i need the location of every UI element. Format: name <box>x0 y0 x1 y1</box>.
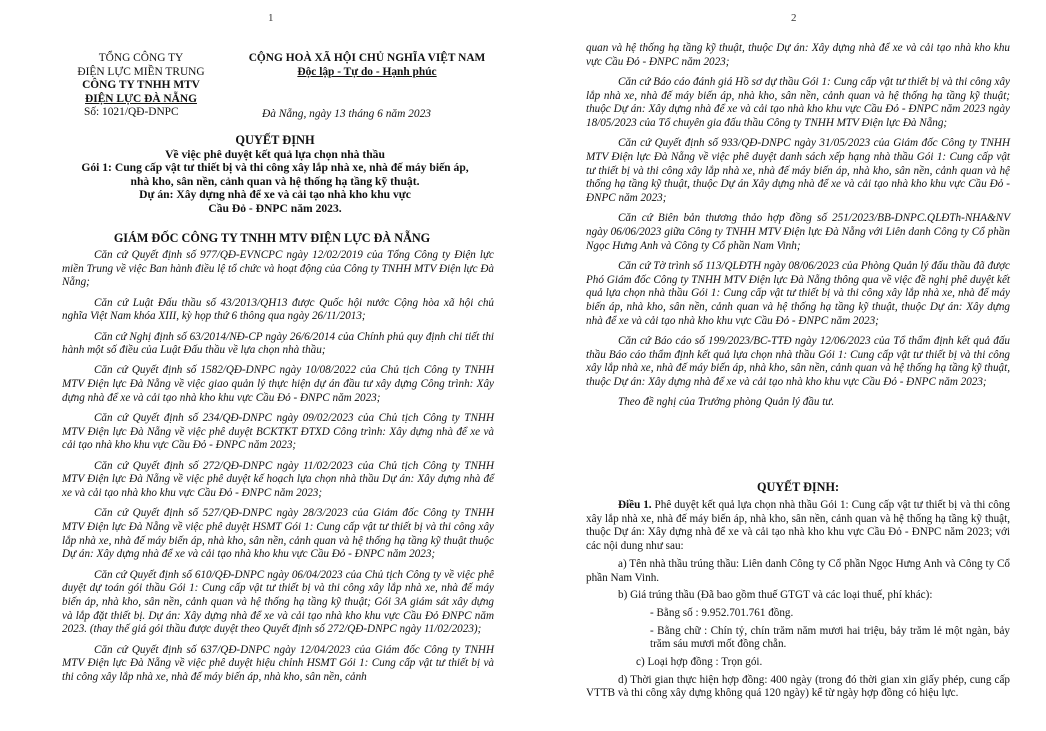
title-line-3: nhà kho, sân nền, cảnh quan và hệ thống hạ tầng kỹ thuật. <box>130 174 420 188</box>
paragraph: Căn cứ Quyết định số 234/QĐ-DNPC ngày 09/02/2023 của Chủ tịch Công ty TNHH MTV Điện lực Đà Nẵng về việc phê duyệt BCKTKT ĐTXD Công trình: Xây dựng nhà để xe và cải tạo nhà kho khu vực Cầu Đỏ - ĐNPC năm 2023; <box>62 412 494 452</box>
national-motto: Độc lập - Tự do - Hạnh phúc <box>297 65 437 78</box>
director-heading: GIÁM ĐỐC CÔNG TY TNHH MTV ĐIỆN LỰC ĐÀ NẴNG <box>113 231 431 245</box>
paragraph: Căn cứ Báo cáo đánh giá Hồ sơ dự thầu Gói 1: Cung cấp vật tư thiết bị và thi công xây lắp nhà xe, nhà đế máy biến áp, nhà kho, sân nền, cảnh quan và hệ thống hạ tầng kỹ thuật; thuộc Dự án: Xây dựng nhà để xe và cải tạo nhà kho khu vực Cầu Đỏ - ĐNPC năm 2023 ngày 18/05/2023 của Tổ chuyên gia đấu thầu Công ty TNHH MTV Điện lực Đà Nẵng; <box>586 75 1010 130</box>
price-in-numbers: - Bằng số : 9.952.701.761 đồng. <box>650 606 794 619</box>
price-in-words: - Bằng chữ : Chín tỷ, chín trăm năm mươi hai triệu, bảy trăm lẻ một ngàn, bảy trăm sáu mươi mốt đồng chẵn. <box>650 624 1010 651</box>
issuer-line-2: ĐIỆN LỰC MIỀN TRUNG <box>77 65 205 78</box>
paragraph: Căn cứ Quyết định số 610/QĐ-DNPC ngày 06/04/2023 của Chủ tịch Công ty về việc phê duyệt dự toán gói thầu Gói 1: Cung cấp vật tư thiết bị và thi công xây lắp nhà xe, nhà đế máy biến áp, nhà kho, sân nền, cảnh quan và hệ thống hạ tầng kỹ thuật; Gói 3A giám sát xây dựng và lắp đặt thiết bị. Dự án: Xây dựng nhà để xe và cải tạo nhà kho khu vực Cầu Đỏ ĐNPC năm 2023. (thay thế giá gói thầu được duyệt theo Quyết định số 272/QĐ-DNPC ngày 11/02/2023); <box>62 568 494 636</box>
paragraph: Căn cứ Quyết định số 977/QĐ-EVNCPC ngày 12/02/2019 của Tổng Công ty Điện lực miền Trung về việc Ban hành điều lệ tổ chức và hoạt động của Công ty TNHH MTV Điện lực Đà Nẵng; <box>62 249 494 289</box>
article-item-d: d) Thời gian thực hiện hợp đồng: 400 ngày (trong đó thời gian xin giấy phép, cung cấp VTTB và thi công xây dựng không quá 120 ngày) kể từ ngày hợp đồng có hiệu lực. <box>586 673 1010 700</box>
article-1 <box>586 499 1010 705</box>
paragraph: Căn cứ Quyết định số 637/QĐ-DNPC ngày 12/04/2023 của Giám đốc Công ty TNHH MTV Điện lực Đà Nẵng về việc phê duyệt hiệu chỉnh HSMT Gói 1: Cung cấp vật tư thiết bị và thi công xây lắp nhà xe, nhà đế máy biến áp, nhà kho, sân nền, cảnh <box>62 643 494 683</box>
article-1-intro <box>586 499 1010 554</box>
issuer-line-4: ĐIỆN LỰC ĐÀ NẴNG <box>85 92 197 105</box>
national-title: CỘNG HOÀ XÃ HỘI CHỦ NGHĨA VIỆT NAM <box>248 52 486 64</box>
article-item-b: b) Giá trúng thầu (Đã bao gồm thuế GTGT và các loại thuế, phí khác): <box>618 589 933 602</box>
article-item-c: c) Loại hợp đồng : Trọn gói. <box>636 656 763 669</box>
title-line-1: Về việc phê duyệt kết quả lựa chọn nhà thầu <box>165 147 385 161</box>
decision-title <box>55 134 495 216</box>
paragraph: Căn cứ Tờ trình số 113/QLĐTH ngày 08/06/2023 của Phòng Quản lý đấu thầu đã được Phó Giám đốc Công ty TNHH MTV Điện lực Đà Nẵng thông qua về việc đề nghị phê duyệt kết quả lựa chọn nhà thầu Gói 1: Cung cấp vật tư thiết bị và thi công xây lắp nhà xe, nhà đế máy biến áp, nhà kho, sân nền, cảnh quan và hệ thống hạ tầng kỹ thuật, thuộc Dự án: Xây dựng nhà để xe và cải tạo nhà kho khu vực Cầu Đỏ - ĐNPC năm 2023; <box>586 259 1010 327</box>
preamble-page-2 <box>586 42 1010 416</box>
issuer-line-1: TỔNG CÔNG TY <box>98 52 184 64</box>
document-number: Số: 1021/QĐ-DNPC <box>84 106 179 118</box>
paragraph: Căn cứ Quyết định số 1582/QĐ-DNPC ngày 10/08/2022 của Chủ tịch Công ty TNHH MTV Điện lực Đà Nẵng về việc giao quản lý thực hiện dự án đầu tư xây dựng Công trình: Xây dựng nhà để xe và cải tạo nhà kho khu vực Cầu Đỏ - ĐNPC năm 2023; <box>62 364 494 404</box>
paragraph: Căn cứ Báo cáo số 199/2023/BC-TTĐ ngày 12/06/2023 của Tổ thẩm định kết quả đấu thầu Báo cáo thẩm định kết quả lựa chọn nhà thầu Gói 1: Cung cấp vật tư thiết bị và thi công xây lắp nhà xe, nhà đế máy biến áp, nhà kho, sân nền, cảnh quan và hệ thống hạ tầng kỹ thuật, thuộc Dự án: Xây dựng nhà để xe và cải tạo nhà kho khu vực Cầu Đỏ - ĐNPC năm 2023; <box>586 334 1010 388</box>
page-number: 1 <box>268 12 274 24</box>
paragraph: Căn cứ Quyết định số 933/QĐ-DNPC ngày 31/05/2023 của Giám đốc Công ty TNHH MTV Điện lực Đà Nẵng về việc phê duyệt danh sách xếp hạng nhà thầu Gói 1: Cung cấp vật tư thiết bị và thi công xây lắp nhà xe, nhà đế máy biến áp, nhà kho, sân nền, cảnh quan và hệ thống hạ tầng kỹ thuật, thuộc Dự án Xây dựng nhà để xe và cải tạo nhà kho khu vực Cầu Đỏ - ĐNPC năm 2023; <box>586 137 1010 205</box>
article-text: Phê duyệt kết quả lựa chọn nhà thầu Gói 1: Cung cấp vật tư thiết bị và thi công xây lắp nhà xe, nhà đế máy biến áp, nhà kho, sân nền, cảnh quan và hệ thống hạ tầng kỹ thuật, thuộc Dự án: Xây dựng nhà để xe và cải tạo nhà kho khu vực Cầu Đỏ - ĐNPC năm 2023; với các nội dung như sau: <box>586 499 1010 553</box>
title-line-5: Cầu Đỏ - ĐNPC năm 2023. <box>208 201 342 215</box>
paragraph: Căn cứ Quyết định số 527/QĐ-DNPC ngày 28/3/2023 của Giám đốc Công ty TNHH MTV Điện lực Đà Nẵng về việc phê duyệt HSMT Gói 1: Cung cấp vật tư thiết bị và thi công xây lắp nhà xe, nhà đế máy biến áp, nhà kho, sân nền, cảnh quan và hệ thống hạ tầng kỹ thuật thuộc Dự án: Xây dựng nhà để xe và cải tạo nhà kho khu vực Cầu Đỏ - ĐNPC năm 2023; <box>62 507 494 561</box>
title-main: QUYẾT ĐỊNH <box>235 133 315 147</box>
issuer-header <box>62 52 220 120</box>
national-header <box>224 52 510 79</box>
paragraph: Căn cứ Nghị định số 63/2014/NĐ-CP ngày 26/6/2014 của Chính phủ quy định chi tiết thi hành một số điều của Luật Đấu thầu về lựa chọn nhà thầu; <box>62 330 494 357</box>
article-label: Điều 1. <box>618 499 652 511</box>
page-number: 2 <box>791 12 797 24</box>
decision-heading: QUYẾT ĐỊNH: <box>756 480 840 494</box>
preamble-page-1 <box>62 249 494 691</box>
title-line-4: Dự án: Xây dựng nhà để xe và cải tạo nhà kho khu vực <box>139 188 411 202</box>
title-line-2: Gói 1: Cung cấp vật tư thiết bị và thi công xây lắp nhà xe, nhà đế máy biến áp, <box>81 161 469 175</box>
paragraph: Căn cứ Luật Đấu thầu số 43/2013/QH13 được Quốc hội nước Cộng hòa xã hội chủ nghĩa Việt Nam khóa XIII, kỳ họp thứ 6 thông qua ngày 26/11/2013; <box>62 296 494 323</box>
paragraph: Theo đề nghị của Trưởng phòng Quản lý đầu tư. <box>618 396 835 409</box>
issuer-line-3: CÔNG TY TNHH MTV <box>82 79 200 91</box>
paragraph: Căn cứ Biên bản thương thảo hợp đồng số 251/2023/BB-DNPC.QLĐTh-NHA&NV ngày 06/06/2023 giữa Công ty TNHH MTV Điện lực Đà Nẵng với Liên danh Công ty Cổ phần Ngọc Hưng Anh và Công ty Cổ phần Nam Vinh; <box>586 212 1010 252</box>
paragraph-continuation: quan và hệ thống hạ tầng kỹ thuật, thuộc Dự án: Xây dựng nhà để xe và cải tạo nhà kho khu vực Cầu Đỏ - ĐNPC năm 2023; <box>586 42 1010 68</box>
article-item-a: a) Tên nhà thầu trúng thầu: Liên danh Công ty Cổ phần Ngọc Hưng Anh và Công ty Cổ phần Nam Vinh. <box>586 557 1010 584</box>
paragraph: Căn cứ Quyết định số 272/QĐ-DNPC ngày 11/02/2023 của Chủ tịch Công ty TNHH MTV Điện lực Đà Nẵng về việc phê duyệt kế hoạch lựa chọn nhà thầu Dự án: Xây dựng nhà để xe và cải tạo nhà kho khu vực Cầu Đỏ - ĐNPC năm 2023; <box>62 459 494 500</box>
document-date: Đà Nẵng, ngày 13 tháng 6 năm 2023 <box>262 108 431 120</box>
